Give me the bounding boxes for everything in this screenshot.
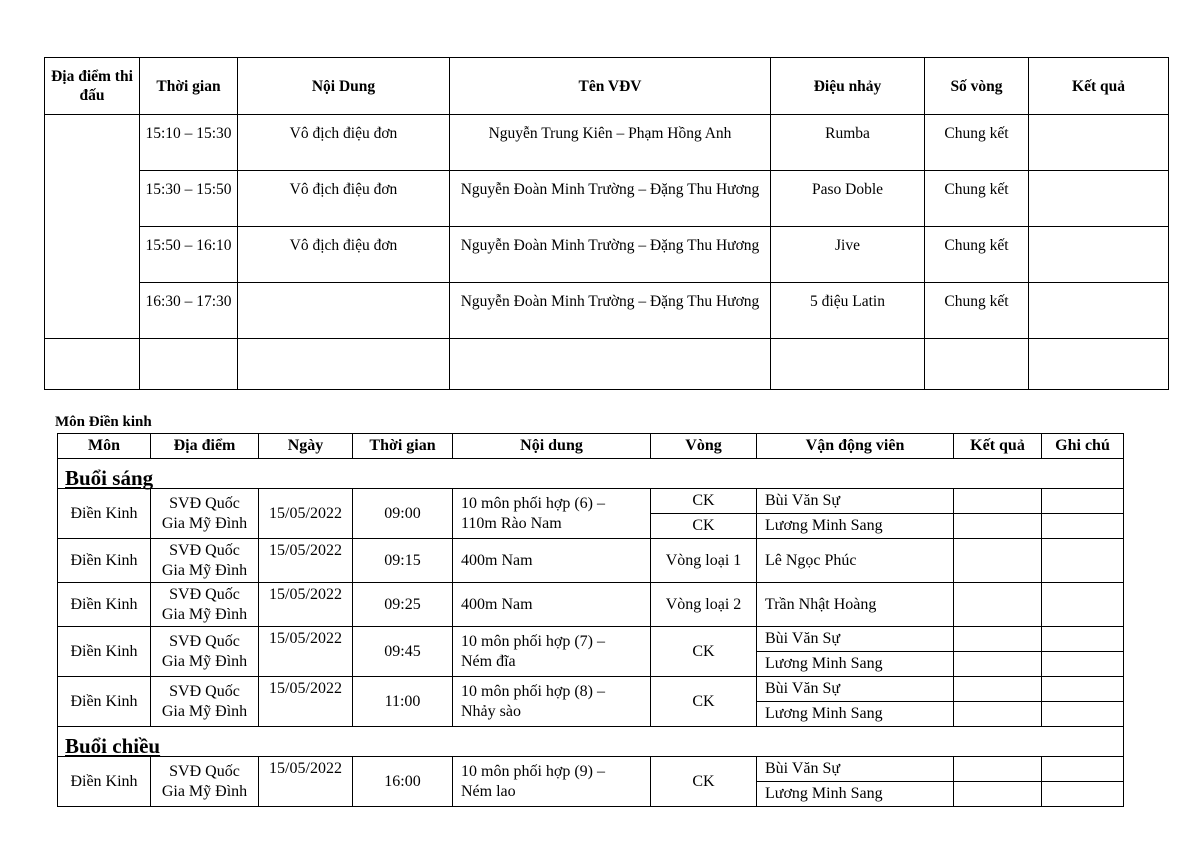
header-time: Thời gian [353, 434, 453, 459]
header-note: Ghi chú [1042, 434, 1124, 459]
header-result: Kết quả [954, 434, 1042, 459]
athlete-cell: Bùi Văn Sự [757, 677, 954, 702]
empty-cell [238, 339, 450, 390]
time-cell: 11:00 [353, 677, 453, 727]
note-cell [1042, 489, 1124, 514]
round-cell: Chung kết [925, 171, 1029, 227]
result-cell [954, 652, 1042, 677]
athlete-cell: Bùi Văn Sự [757, 489, 954, 514]
athletes-cell: Nguyễn Đoàn Minh Trường – Đặng Thu Hương [450, 227, 771, 283]
venue-cell [151, 627, 259, 677]
dance-cell: Paso Doble [771, 171, 925, 227]
empty-cell [45, 339, 140, 390]
venue-line: SVĐ Quốc [169, 494, 240, 512]
date-cell: 15/05/2022 [259, 489, 353, 539]
header-round: Số vòng [925, 58, 1029, 115]
table-row [58, 677, 1124, 702]
venue-cell [45, 115, 140, 339]
date-cell: 15/05/2022 [259, 677, 353, 727]
date-cell: 15/05/2022 [259, 627, 353, 677]
table-row [45, 115, 1169, 171]
table-row [45, 227, 1169, 283]
result-cell [954, 677, 1042, 702]
result-cell [1029, 283, 1169, 339]
time-cell: 09:45 [353, 627, 453, 677]
athlete-cell: Lương Minh Sang [757, 702, 954, 727]
time-cell: 09:25 [353, 583, 453, 627]
athletics-schedule-table [57, 433, 1124, 807]
time-cell: 15:50 – 16:10 [140, 227, 238, 283]
result-cell [954, 514, 1042, 539]
date-cell: 15/05/2022 [259, 539, 353, 583]
athlete-cell: Lương Minh Sang [757, 652, 954, 677]
round-cell: Vòng loại 1 [651, 539, 757, 583]
note-cell [1042, 539, 1124, 583]
empty-cell [925, 339, 1029, 390]
empty-row [45, 339, 1169, 390]
round-cell: CK [651, 514, 757, 539]
content-cell [453, 677, 651, 727]
result-cell [954, 583, 1042, 627]
table-row [58, 539, 1124, 583]
time-cell: 15:10 – 15:30 [140, 115, 238, 171]
header-venue: Địa điểm [151, 434, 259, 459]
empty-cell [450, 339, 771, 390]
note-cell [1042, 757, 1124, 782]
date-cell: 15/05/2022 [259, 757, 353, 807]
result-cell [1029, 227, 1169, 283]
content-line: 110m Rào Nam [461, 514, 562, 532]
round-cell: Vòng loại 2 [651, 583, 757, 627]
athlete-cell: Bùi Văn Sự [757, 757, 954, 782]
result-cell [1029, 115, 1169, 171]
content-cell [238, 283, 450, 339]
time-cell: 15:30 – 15:50 [140, 171, 238, 227]
content-line: Ném lao [461, 782, 516, 800]
sport-cell: Điền Kinh [58, 677, 151, 727]
venue-line: SVĐ Quốc [169, 585, 240, 603]
header-content: Nội dung [453, 434, 651, 459]
venue-cell [151, 757, 259, 807]
note-cell [1042, 627, 1124, 652]
athlete-cell: Lương Minh Sang [757, 514, 954, 539]
content-line: 10 môn phối hợp (8) – [461, 682, 606, 700]
result-cell [954, 627, 1042, 652]
note-cell [1042, 583, 1124, 627]
note-cell [1042, 782, 1124, 807]
venue-cell [151, 677, 259, 727]
header-date: Ngày [259, 434, 353, 459]
round-cell: CK [651, 677, 757, 727]
header-athlete: Vận động viên [757, 434, 954, 459]
time-cell: 16:30 – 17:30 [140, 283, 238, 339]
athlete-cell: Lê Ngọc Phúc [757, 539, 954, 583]
athlete-cell: Bùi Văn Sự [757, 627, 954, 652]
table-header-row [45, 58, 1169, 115]
content-cell: 400m Nam [453, 583, 651, 627]
venue-cell [151, 583, 259, 627]
dance-cell: Jive [771, 227, 925, 283]
content-cell: Vô địch điệu đơn [238, 171, 450, 227]
round-cell: Chung kết [925, 115, 1029, 171]
venue-line: Gia Mỹ Đình [161, 782, 248, 800]
table-row [58, 627, 1124, 652]
time-cell: 09:00 [353, 489, 453, 539]
date-cell: 15/05/2022 [259, 583, 353, 627]
content-line: Ném đĩa [461, 652, 516, 670]
header-result: Kết quả [1029, 58, 1169, 115]
venue-line: Gia Mỹ Đình [161, 702, 248, 720]
result-cell [1029, 171, 1169, 227]
venue-line: SVĐ Quốc [169, 632, 240, 650]
time-cell: 16:00 [353, 757, 453, 807]
note-cell [1042, 702, 1124, 727]
table-row [45, 283, 1169, 339]
content-cell [453, 757, 651, 807]
table-row [58, 757, 1124, 782]
session-afternoon: Buổi chiều [58, 727, 1124, 757]
round-cell: CK [651, 757, 757, 807]
dance-cell: 5 điệu Latin [771, 283, 925, 339]
note-cell [1042, 652, 1124, 677]
venue-line: Gia Mỹ Đình [161, 514, 248, 532]
content-cell: 400m Nam [453, 539, 651, 583]
athlete-cell: Trần Nhật Hoàng [757, 583, 954, 627]
section-title: Môn Điền kinh [55, 414, 152, 430]
content-line: Nhảy sào [461, 702, 521, 720]
sport-cell: Điền Kinh [58, 757, 151, 807]
athletes-cell: Nguyễn Đoàn Minh Trường – Đặng Thu Hương [450, 171, 771, 227]
time-cell: 09:15 [353, 539, 453, 583]
sport-cell: Điền Kinh [58, 583, 151, 627]
header-content: Nội Dung [238, 58, 450, 115]
venue-cell [151, 539, 259, 583]
venue-line: Gia Mỹ Đình [161, 605, 248, 623]
header-sport: Môn [58, 434, 151, 459]
session-morning: Buổi sáng [58, 459, 1124, 489]
venue-line: Gia Mỹ Đình [161, 652, 248, 670]
empty-cell [771, 339, 925, 390]
content-cell: Vô địch điệu đơn [238, 227, 450, 283]
sport-cell: Điền Kinh [58, 627, 151, 677]
empty-cell [140, 339, 238, 390]
result-cell [954, 489, 1042, 514]
venue-line: Gia Mỹ Đình [161, 561, 248, 579]
header-venue: Địa điểm thi đấu [45, 58, 140, 115]
venue-line: SVĐ Quốc [169, 682, 240, 700]
venue-cell [151, 489, 259, 539]
result-cell [954, 757, 1042, 782]
header-athletes: Tên VĐV [450, 58, 771, 115]
athletes-cell: Nguyễn Trung Kiên – Phạm Hồng Anh [450, 115, 771, 171]
table-header-row [58, 434, 1124, 459]
empty-cell [1029, 339, 1169, 390]
session-row [58, 459, 1124, 489]
result-cell [954, 702, 1042, 727]
sport-cell: Điền Kinh [58, 539, 151, 583]
athletes-cell: Nguyễn Đoàn Minh Trường – Đặng Thu Hương [450, 283, 771, 339]
table-row [45, 171, 1169, 227]
result-cell [954, 782, 1042, 807]
venue-line: SVĐ Quốc [169, 762, 240, 780]
content-cell [453, 489, 651, 539]
round-cell: Chung kết [925, 227, 1029, 283]
round-cell: CK [651, 489, 757, 514]
round-cell: CK [651, 627, 757, 677]
athlete-cell: Lương Minh Sang [757, 782, 954, 807]
note-cell [1042, 514, 1124, 539]
header-dance: Điệu nhảy [771, 58, 925, 115]
content-cell: Vô địch điệu đơn [238, 115, 450, 171]
content-line: 10 môn phối hợp (7) – [461, 632, 606, 650]
sport-cell: Điền Kinh [58, 489, 151, 539]
round-cell: Chung kết [925, 283, 1029, 339]
content-cell [453, 627, 651, 677]
header-time: Thời gian [140, 58, 238, 115]
result-cell [954, 539, 1042, 583]
table-row [58, 583, 1124, 627]
dance-schedule-table [44, 57, 1169, 390]
session-row [58, 727, 1124, 757]
table-row [58, 489, 1124, 514]
content-line: 10 môn phối hợp (6) – [461, 494, 606, 512]
note-cell [1042, 677, 1124, 702]
content-line: 10 môn phối hợp (9) – [461, 762, 606, 780]
header-round: Vòng [651, 434, 757, 459]
venue-line: SVĐ Quốc [169, 541, 240, 559]
dance-cell: Rumba [771, 115, 925, 171]
